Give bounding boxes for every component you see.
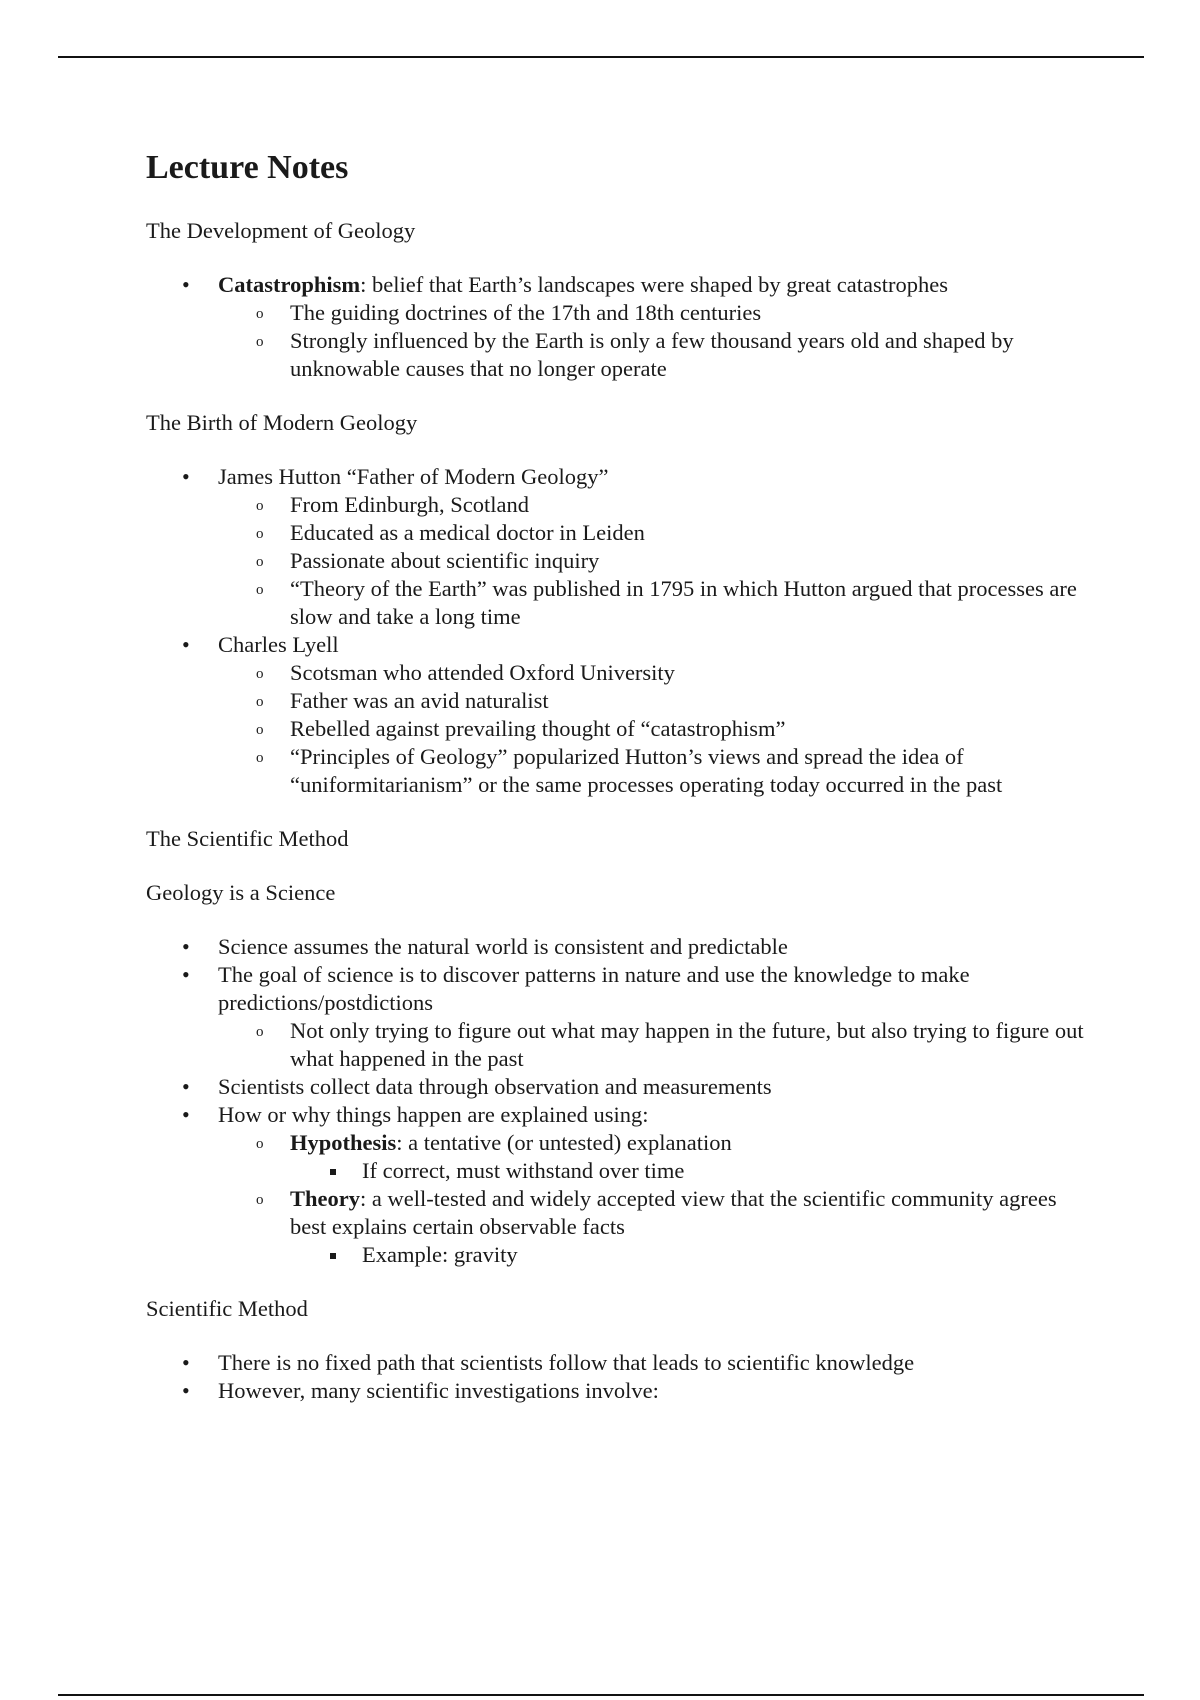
section-heading-geology-science: Geology is a Science bbox=[146, 879, 336, 905]
goal-text: The goal of science is to discover patterns in nature and use the knowledge to make predictions/postdictions bbox=[218, 961, 970, 1015]
list-item: o Strongly influenced by the Earth is only a few thousand years old and shaped by unknowable causes that no longer operate bbox=[218, 327, 1096, 383]
list-item: o Rebelled against prevailing thought of “catastrophism” bbox=[218, 715, 1096, 743]
section-heading-birth: The Birth of Modern Geology bbox=[146, 409, 418, 435]
list-item-catastrophism bbox=[146, 271, 1096, 383]
list-item: • Scientists collect data through observation and measurements bbox=[146, 1073, 1096, 1101]
lyell-sublist bbox=[218, 659, 1096, 799]
catastrophism-sublist bbox=[218, 299, 1096, 383]
bottom-rule bbox=[58, 1694, 1144, 1696]
list-item: o Father was an avid naturalist bbox=[218, 687, 1096, 715]
top-rule bbox=[58, 56, 1144, 58]
list-item: • Science assumes the natural world is consistent and predictable bbox=[146, 933, 1096, 961]
list-item: o Educated as a medical doctor in Leiden bbox=[218, 519, 1096, 547]
list-item-goal bbox=[146, 961, 1096, 1073]
science-list bbox=[146, 933, 1096, 1269]
section-heading-method: Scientific Method bbox=[146, 1295, 308, 1321]
explained-sublist bbox=[218, 1129, 1096, 1269]
list-item-hutton bbox=[146, 463, 1096, 631]
goal-sublist bbox=[218, 1017, 1096, 1073]
list-item: If correct, must withstand over time bbox=[290, 1157, 1096, 1185]
list-item-theory bbox=[218, 1185, 1096, 1269]
list-item: Example: gravity bbox=[290, 1241, 1096, 1269]
section-heading-scientific-method: The Scientific Method bbox=[146, 825, 349, 851]
term-theory: Theory bbox=[290, 1185, 360, 1211]
catastrophism-definition: : belief that Earth’s landscapes were shaped by great catastrophes bbox=[360, 271, 948, 297]
list-item: o Passionate about scientific inquiry bbox=[218, 547, 1096, 575]
document-body bbox=[146, 140, 1096, 1431]
list-item: o “Principles of Geology” popularized Hutton’s views and spread the idea of “uniformitarianism” or the same processes operating today occurred in the past bbox=[218, 743, 1096, 799]
page-title: Lecture Notes bbox=[146, 149, 349, 186]
theory-sublist bbox=[290, 1241, 1096, 1269]
theory-definition: : a well-tested and widely accepted view that the scientific community agrees best explains certain observable facts bbox=[290, 1185, 1057, 1239]
list-item-explained bbox=[146, 1101, 1096, 1269]
list-item: • There is no fixed path that scientists follow that leads to scientific knowledge bbox=[146, 1349, 1096, 1377]
list-item-lyell bbox=[146, 631, 1096, 799]
method-list bbox=[146, 1349, 1096, 1405]
list-item-hypothesis bbox=[218, 1129, 1096, 1185]
explained-text: How or why things happen are explained using: bbox=[218, 1101, 649, 1127]
section-heading-development: The Development of Geology bbox=[146, 217, 416, 243]
birth-list bbox=[146, 463, 1096, 799]
list-item: • However, many scientific investigations involve: bbox=[146, 1377, 1096, 1405]
list-item: o “Theory of the Earth” was published in 1795 in which Hutton argued that processes are slow and take a long time bbox=[218, 575, 1096, 631]
development-list bbox=[146, 271, 1096, 383]
list-item: o Not only trying to figure out what may happen in the future, but also trying to figure out what happened in the past bbox=[218, 1017, 1096, 1073]
term-hypothesis: Hypothesis bbox=[290, 1129, 397, 1155]
list-item: o Scotsman who attended Oxford University bbox=[218, 659, 1096, 687]
hutton-label: James Hutton “Father of Modern Geology” bbox=[218, 463, 609, 489]
list-item: o From Edinburgh, Scotland bbox=[218, 491, 1096, 519]
hypothesis-sublist bbox=[290, 1157, 1096, 1185]
hypothesis-definition: : a tentative (or untested) explanation bbox=[396, 1129, 732, 1155]
list-item: o The guiding doctrines of the 17th and 18th centuries bbox=[218, 299, 1096, 327]
lyell-label: Charles Lyell bbox=[218, 631, 339, 657]
term-catastrophism: Catastrophism bbox=[218, 271, 361, 297]
hutton-sublist bbox=[218, 491, 1096, 631]
